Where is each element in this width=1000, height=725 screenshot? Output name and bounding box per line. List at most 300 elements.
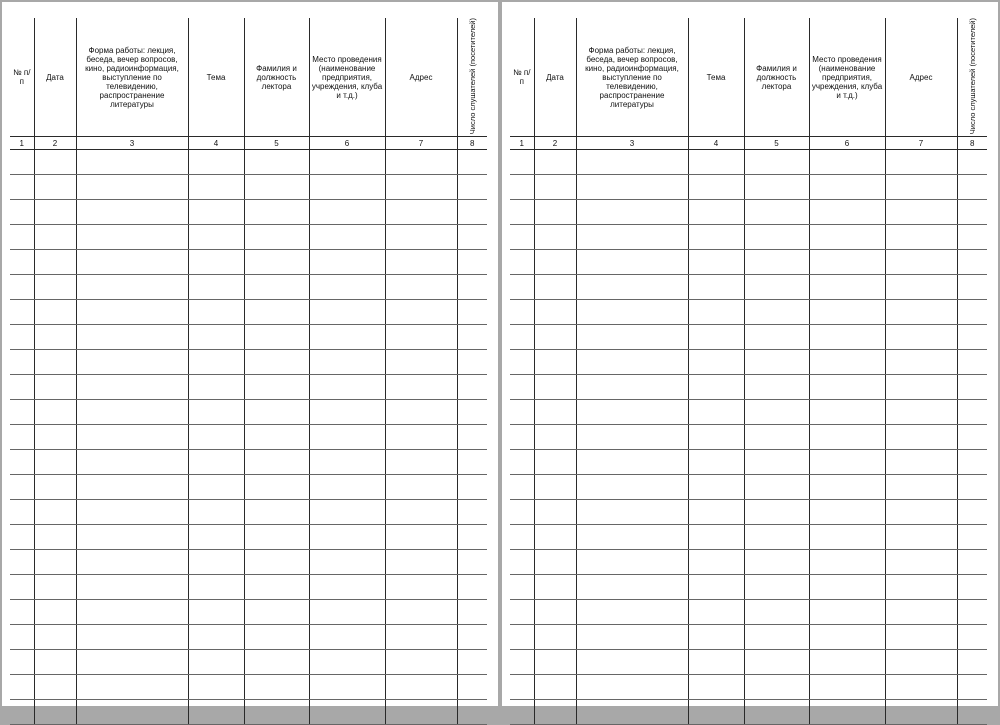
col-work-form-cell[interactable] <box>76 425 188 450</box>
col-venue-cell[interactable] <box>309 250 385 275</box>
col-address-cell[interactable] <box>385 200 457 225</box>
col-topic-cell[interactable] <box>188 575 244 600</box>
col-date-cell[interactable] <box>534 450 576 475</box>
col-date-cell[interactable] <box>534 350 576 375</box>
col-topic-cell[interactable] <box>688 325 744 350</box>
col-address-cell[interactable] <box>385 450 457 475</box>
col-attendance-cell[interactable] <box>957 425 987 450</box>
col-attendance-cell[interactable] <box>457 400 487 425</box>
col-attendance-cell[interactable] <box>957 275 987 300</box>
col-date-cell[interactable] <box>534 625 576 650</box>
col-date-cell[interactable] <box>34 450 76 475</box>
col-address-cell[interactable] <box>885 600 957 625</box>
col-number-cell[interactable] <box>10 325 34 350</box>
col-topic-cell[interactable] <box>188 175 244 200</box>
col-lecturer-cell[interactable] <box>244 300 309 325</box>
col-address-cell[interactable] <box>385 700 457 725</box>
col-venue-cell[interactable] <box>309 475 385 500</box>
col-address-cell[interactable] <box>885 475 957 500</box>
col-venue-cell[interactable] <box>809 150 885 175</box>
col-number-cell[interactable] <box>510 600 534 625</box>
col-number-cell[interactable] <box>510 175 534 200</box>
col-venue-cell[interactable] <box>809 525 885 550</box>
col-work-form-cell[interactable] <box>576 425 688 450</box>
col-venue-cell[interactable] <box>809 175 885 200</box>
col-number-cell[interactable] <box>510 675 534 700</box>
col-lecturer-cell[interactable] <box>244 675 309 700</box>
col-address-cell[interactable] <box>885 325 957 350</box>
col-number-cell[interactable] <box>10 350 34 375</box>
col-address-cell[interactable] <box>385 150 457 175</box>
col-work-form-cell[interactable] <box>76 475 188 500</box>
col-address-cell[interactable] <box>385 225 457 250</box>
col-number-cell[interactable] <box>10 450 34 475</box>
col-lecturer-cell[interactable] <box>244 700 309 725</box>
col-topic-cell[interactable] <box>688 400 744 425</box>
col-lecturer-cell[interactable] <box>744 475 809 500</box>
col-topic-cell[interactable] <box>188 500 244 525</box>
col-address-cell[interactable] <box>385 550 457 575</box>
col-venue-cell[interactable] <box>809 500 885 525</box>
col-attendance-cell[interactable] <box>457 500 487 525</box>
col-date-cell[interactable] <box>34 250 76 275</box>
col-topic-cell[interactable] <box>188 525 244 550</box>
col-date-cell[interactable] <box>34 525 76 550</box>
col-lecturer-cell[interactable] <box>244 275 309 300</box>
col-attendance-cell[interactable] <box>457 175 487 200</box>
col-venue-cell[interactable] <box>809 700 885 725</box>
col-attendance-cell[interactable] <box>457 350 487 375</box>
col-date-cell[interactable] <box>534 550 576 575</box>
col-number-cell[interactable] <box>510 625 534 650</box>
col-venue-cell[interactable] <box>809 400 885 425</box>
col-number-cell[interactable] <box>510 225 534 250</box>
col-attendance-cell[interactable] <box>457 700 487 725</box>
col-topic-cell[interactable] <box>188 650 244 675</box>
col-work-form-cell[interactable] <box>576 575 688 600</box>
col-lecturer-cell[interactable] <box>744 175 809 200</box>
col-number-cell[interactable] <box>510 300 534 325</box>
col-topic-cell[interactable] <box>188 450 244 475</box>
col-topic-cell[interactable] <box>188 600 244 625</box>
col-work-form-cell[interactable] <box>576 400 688 425</box>
col-topic-cell[interactable] <box>688 350 744 375</box>
col-date-cell[interactable] <box>34 675 76 700</box>
col-lecturer-cell[interactable] <box>744 500 809 525</box>
col-address-cell[interactable] <box>885 250 957 275</box>
col-topic-cell[interactable] <box>688 475 744 500</box>
col-work-form-cell[interactable] <box>76 650 188 675</box>
col-lecturer-cell[interactable] <box>744 675 809 700</box>
col-number-cell[interactable] <box>10 675 34 700</box>
col-date-cell[interactable] <box>34 200 76 225</box>
col-attendance-cell[interactable] <box>457 550 487 575</box>
col-topic-cell[interactable] <box>688 700 744 725</box>
col-venue-cell[interactable] <box>309 375 385 400</box>
col-address-cell[interactable] <box>885 175 957 200</box>
col-venue-cell[interactable] <box>809 375 885 400</box>
col-work-form-cell[interactable] <box>576 525 688 550</box>
col-venue-cell[interactable] <box>309 525 385 550</box>
col-address-cell[interactable] <box>385 350 457 375</box>
col-work-form-cell[interactable] <box>76 325 188 350</box>
col-venue-cell[interactable] <box>809 625 885 650</box>
col-lecturer-cell[interactable] <box>744 575 809 600</box>
col-lecturer-cell[interactable] <box>244 550 309 575</box>
col-attendance-cell[interactable] <box>957 600 987 625</box>
col-venue-cell[interactable] <box>809 675 885 700</box>
col-work-form-cell[interactable] <box>76 700 188 725</box>
col-lecturer-cell[interactable] <box>744 450 809 475</box>
col-venue-cell[interactable] <box>809 300 885 325</box>
col-topic-cell[interactable] <box>688 550 744 575</box>
col-attendance-cell[interactable] <box>457 600 487 625</box>
col-date-cell[interactable] <box>534 475 576 500</box>
col-venue-cell[interactable] <box>309 350 385 375</box>
col-topic-cell[interactable] <box>688 625 744 650</box>
col-work-form-cell[interactable] <box>76 150 188 175</box>
col-venue-cell[interactable] <box>309 175 385 200</box>
col-address-cell[interactable] <box>385 300 457 325</box>
col-attendance-cell[interactable] <box>457 275 487 300</box>
col-venue-cell[interactable] <box>309 500 385 525</box>
col-date-cell[interactable] <box>534 225 576 250</box>
col-venue-cell[interactable] <box>309 275 385 300</box>
col-address-cell[interactable] <box>885 575 957 600</box>
col-venue-cell[interactable] <box>309 400 385 425</box>
col-address-cell[interactable] <box>885 625 957 650</box>
col-number-cell[interactable] <box>10 575 34 600</box>
col-attendance-cell[interactable] <box>957 200 987 225</box>
col-attendance-cell[interactable] <box>957 400 987 425</box>
col-lecturer-cell[interactable] <box>244 450 309 475</box>
col-address-cell[interactable] <box>885 700 957 725</box>
col-number-cell[interactable] <box>10 225 34 250</box>
col-number-cell[interactable] <box>10 625 34 650</box>
col-lecturer-cell[interactable] <box>744 275 809 300</box>
col-attendance-cell[interactable] <box>957 675 987 700</box>
col-date-cell[interactable] <box>34 475 76 500</box>
col-lecturer-cell[interactable] <box>744 325 809 350</box>
col-address-cell[interactable] <box>385 250 457 275</box>
col-address-cell[interactable] <box>885 400 957 425</box>
col-topic-cell[interactable] <box>188 250 244 275</box>
col-attendance-cell[interactable] <box>957 475 987 500</box>
col-work-form-cell[interactable] <box>76 375 188 400</box>
col-lecturer-cell[interactable] <box>744 400 809 425</box>
col-number-cell[interactable] <box>510 500 534 525</box>
col-topic-cell[interactable] <box>188 300 244 325</box>
col-lecturer-cell[interactable] <box>744 350 809 375</box>
col-attendance-cell[interactable] <box>957 575 987 600</box>
col-date-cell[interactable] <box>534 250 576 275</box>
col-attendance-cell[interactable] <box>957 550 987 575</box>
col-work-form-cell[interactable] <box>576 600 688 625</box>
col-number-cell[interactable] <box>10 525 34 550</box>
col-topic-cell[interactable] <box>188 150 244 175</box>
col-topic-cell[interactable] <box>188 225 244 250</box>
col-venue-cell[interactable] <box>309 300 385 325</box>
col-date-cell[interactable] <box>34 300 76 325</box>
col-topic-cell[interactable] <box>688 375 744 400</box>
col-number-cell[interactable] <box>510 550 534 575</box>
col-number-cell[interactable] <box>10 700 34 725</box>
col-attendance-cell[interactable] <box>457 250 487 275</box>
col-address-cell[interactable] <box>885 650 957 675</box>
col-lecturer-cell[interactable] <box>244 600 309 625</box>
col-number-cell[interactable] <box>10 500 34 525</box>
col-address-cell[interactable] <box>385 675 457 700</box>
col-number-cell[interactable] <box>510 350 534 375</box>
col-work-form-cell[interactable] <box>576 150 688 175</box>
col-address-cell[interactable] <box>385 600 457 625</box>
col-lecturer-cell[interactable] <box>744 425 809 450</box>
col-lecturer-cell[interactable] <box>244 400 309 425</box>
col-venue-cell[interactable] <box>309 550 385 575</box>
col-attendance-cell[interactable] <box>457 575 487 600</box>
col-address-cell[interactable] <box>885 500 957 525</box>
col-venue-cell[interactable] <box>809 475 885 500</box>
col-date-cell[interactable] <box>534 200 576 225</box>
col-lecturer-cell[interactable] <box>244 200 309 225</box>
col-lecturer-cell[interactable] <box>244 250 309 275</box>
col-address-cell[interactable] <box>385 400 457 425</box>
col-attendance-cell[interactable] <box>957 350 987 375</box>
col-venue-cell[interactable] <box>809 650 885 675</box>
col-date-cell[interactable] <box>34 375 76 400</box>
col-work-form-cell[interactable] <box>576 500 688 525</box>
col-date-cell[interactable] <box>34 550 76 575</box>
col-topic-cell[interactable] <box>688 600 744 625</box>
col-attendance-cell[interactable] <box>457 475 487 500</box>
col-attendance-cell[interactable] <box>457 150 487 175</box>
col-topic-cell[interactable] <box>188 325 244 350</box>
col-work-form-cell[interactable] <box>76 600 188 625</box>
col-date-cell[interactable] <box>34 150 76 175</box>
col-lecturer-cell[interactable] <box>744 550 809 575</box>
col-work-form-cell[interactable] <box>76 275 188 300</box>
col-attendance-cell[interactable] <box>457 675 487 700</box>
col-lecturer-cell[interactable] <box>744 250 809 275</box>
col-work-form-cell[interactable] <box>576 550 688 575</box>
col-venue-cell[interactable] <box>309 625 385 650</box>
col-date-cell[interactable] <box>34 275 76 300</box>
col-number-cell[interactable] <box>510 475 534 500</box>
col-work-form-cell[interactable] <box>76 400 188 425</box>
col-date-cell[interactable] <box>534 325 576 350</box>
col-venue-cell[interactable] <box>809 275 885 300</box>
col-number-cell[interactable] <box>10 400 34 425</box>
col-address-cell[interactable] <box>885 525 957 550</box>
col-attendance-cell[interactable] <box>457 650 487 675</box>
col-work-form-cell[interactable] <box>76 575 188 600</box>
col-topic-cell[interactable] <box>688 250 744 275</box>
col-work-form-cell[interactable] <box>76 500 188 525</box>
col-number-cell[interactable] <box>10 200 34 225</box>
col-topic-cell[interactable] <box>188 475 244 500</box>
col-work-form-cell[interactable] <box>576 650 688 675</box>
col-lecturer-cell[interactable] <box>744 625 809 650</box>
col-attendance-cell[interactable] <box>957 500 987 525</box>
col-date-cell[interactable] <box>34 350 76 375</box>
col-topic-cell[interactable] <box>688 200 744 225</box>
col-topic-cell[interactable] <box>688 525 744 550</box>
col-lecturer-cell[interactable] <box>244 175 309 200</box>
col-address-cell[interactable] <box>885 450 957 475</box>
col-work-form-cell[interactable] <box>76 550 188 575</box>
col-address-cell[interactable] <box>885 350 957 375</box>
col-venue-cell[interactable] <box>809 325 885 350</box>
col-work-form-cell[interactable] <box>76 200 188 225</box>
col-date-cell[interactable] <box>34 400 76 425</box>
col-number-cell[interactable] <box>510 325 534 350</box>
col-number-cell[interactable] <box>510 150 534 175</box>
col-topic-cell[interactable] <box>688 500 744 525</box>
col-attendance-cell[interactable] <box>457 225 487 250</box>
col-venue-cell[interactable] <box>309 200 385 225</box>
col-number-cell[interactable] <box>510 375 534 400</box>
col-address-cell[interactable] <box>385 375 457 400</box>
col-work-form-cell[interactable] <box>76 525 188 550</box>
col-attendance-cell[interactable] <box>957 375 987 400</box>
col-attendance-cell[interactable] <box>457 525 487 550</box>
col-date-cell[interactable] <box>534 400 576 425</box>
col-lecturer-cell[interactable] <box>244 325 309 350</box>
col-number-cell[interactable] <box>510 525 534 550</box>
col-venue-cell[interactable] <box>809 600 885 625</box>
col-work-form-cell[interactable] <box>576 250 688 275</box>
col-venue-cell[interactable] <box>309 675 385 700</box>
col-date-cell[interactable] <box>34 225 76 250</box>
col-number-cell[interactable] <box>10 600 34 625</box>
col-address-cell[interactable] <box>885 675 957 700</box>
col-topic-cell[interactable] <box>688 175 744 200</box>
col-work-form-cell[interactable] <box>576 225 688 250</box>
col-attendance-cell[interactable] <box>957 150 987 175</box>
col-venue-cell[interactable] <box>309 325 385 350</box>
col-lecturer-cell[interactable] <box>244 350 309 375</box>
col-attendance-cell[interactable] <box>957 450 987 475</box>
col-lecturer-cell[interactable] <box>744 300 809 325</box>
col-lecturer-cell[interactable] <box>244 500 309 525</box>
col-lecturer-cell[interactable] <box>244 425 309 450</box>
col-lecturer-cell[interactable] <box>744 375 809 400</box>
col-date-cell[interactable] <box>34 325 76 350</box>
col-topic-cell[interactable] <box>188 700 244 725</box>
col-attendance-cell[interactable] <box>957 175 987 200</box>
col-topic-cell[interactable] <box>188 350 244 375</box>
col-attendance-cell[interactable] <box>457 450 487 475</box>
col-topic-cell[interactable] <box>688 450 744 475</box>
col-address-cell[interactable] <box>385 175 457 200</box>
col-lecturer-cell[interactable] <box>744 200 809 225</box>
col-venue-cell[interactable] <box>309 225 385 250</box>
col-date-cell[interactable] <box>534 425 576 450</box>
col-topic-cell[interactable] <box>688 150 744 175</box>
col-attendance-cell[interactable] <box>457 200 487 225</box>
col-number-cell[interactable] <box>10 300 34 325</box>
col-lecturer-cell[interactable] <box>744 700 809 725</box>
col-number-cell[interactable] <box>10 375 34 400</box>
col-work-form-cell[interactable] <box>576 375 688 400</box>
col-venue-cell[interactable] <box>809 250 885 275</box>
col-attendance-cell[interactable] <box>957 625 987 650</box>
col-lecturer-cell[interactable] <box>244 150 309 175</box>
col-lecturer-cell[interactable] <box>744 150 809 175</box>
col-lecturer-cell[interactable] <box>244 375 309 400</box>
col-venue-cell[interactable] <box>309 650 385 675</box>
col-work-form-cell[interactable] <box>76 675 188 700</box>
col-topic-cell[interactable] <box>188 275 244 300</box>
col-lecturer-cell[interactable] <box>244 525 309 550</box>
col-date-cell[interactable] <box>534 650 576 675</box>
col-address-cell[interactable] <box>385 575 457 600</box>
col-lecturer-cell[interactable] <box>244 225 309 250</box>
col-topic-cell[interactable] <box>188 200 244 225</box>
col-venue-cell[interactable] <box>309 150 385 175</box>
col-attendance-cell[interactable] <box>957 325 987 350</box>
col-number-cell[interactable] <box>10 550 34 575</box>
col-attendance-cell[interactable] <box>957 300 987 325</box>
col-venue-cell[interactable] <box>809 425 885 450</box>
col-date-cell[interactable] <box>534 525 576 550</box>
col-attendance-cell[interactable] <box>957 225 987 250</box>
col-address-cell[interactable] <box>885 550 957 575</box>
col-work-form-cell[interactable] <box>76 625 188 650</box>
col-work-form-cell[interactable] <box>576 175 688 200</box>
col-number-cell[interactable] <box>10 275 34 300</box>
col-number-cell[interactable] <box>10 425 34 450</box>
col-address-cell[interactable] <box>885 425 957 450</box>
col-address-cell[interactable] <box>385 425 457 450</box>
col-number-cell[interactable] <box>510 450 534 475</box>
col-attendance-cell[interactable] <box>457 300 487 325</box>
col-attendance-cell[interactable] <box>957 525 987 550</box>
col-date-cell[interactable] <box>534 300 576 325</box>
col-venue-cell[interactable] <box>309 575 385 600</box>
col-address-cell[interactable] <box>385 325 457 350</box>
col-address-cell[interactable] <box>385 500 457 525</box>
col-venue-cell[interactable] <box>809 350 885 375</box>
col-date-cell[interactable] <box>534 675 576 700</box>
col-number-cell[interactable] <box>510 700 534 725</box>
col-date-cell[interactable] <box>34 175 76 200</box>
col-lecturer-cell[interactable] <box>244 575 309 600</box>
col-venue-cell[interactable] <box>309 600 385 625</box>
col-work-form-cell[interactable] <box>576 200 688 225</box>
col-topic-cell[interactable] <box>188 375 244 400</box>
col-date-cell[interactable] <box>34 600 76 625</box>
col-venue-cell[interactable] <box>809 575 885 600</box>
col-topic-cell[interactable] <box>688 225 744 250</box>
col-attendance-cell[interactable] <box>457 375 487 400</box>
col-number-cell[interactable] <box>10 250 34 275</box>
col-address-cell[interactable] <box>385 650 457 675</box>
col-date-cell[interactable] <box>534 150 576 175</box>
col-address-cell[interactable] <box>385 625 457 650</box>
col-topic-cell[interactable] <box>188 625 244 650</box>
col-lecturer-cell[interactable] <box>244 650 309 675</box>
col-date-cell[interactable] <box>534 700 576 725</box>
col-venue-cell[interactable] <box>809 550 885 575</box>
col-lecturer-cell[interactable] <box>744 600 809 625</box>
col-number-cell[interactable] <box>10 650 34 675</box>
col-work-form-cell[interactable] <box>576 625 688 650</box>
col-address-cell[interactable] <box>385 475 457 500</box>
col-number-cell[interactable] <box>510 250 534 275</box>
col-topic-cell[interactable] <box>688 675 744 700</box>
col-topic-cell[interactable] <box>688 300 744 325</box>
